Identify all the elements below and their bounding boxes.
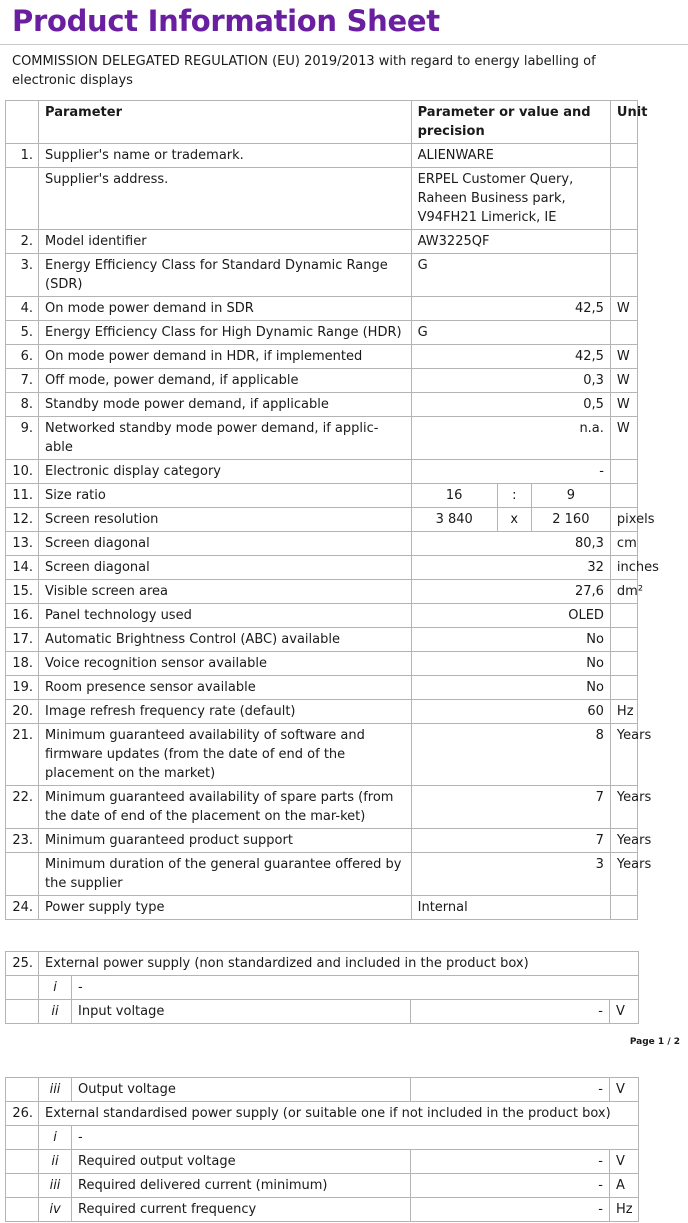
row-unit <box>610 604 637 628</box>
row-unit: W <box>610 417 637 460</box>
table-row <box>6 168 638 230</box>
row-value: ALIENWARE <box>411 144 610 168</box>
row-value: 32 <box>411 556 610 580</box>
row-value: No <box>411 676 610 700</box>
psu26-sub-row <box>6 1150 639 1174</box>
sub-index: i <box>39 976 72 1000</box>
psu25-sub-row <box>6 976 639 1000</box>
row-parameter: Panel technology used <box>39 604 412 628</box>
sub-label: Output voltage <box>72 1078 411 1102</box>
ratio-height: 9 <box>531 484 610 508</box>
row-parameter: Supplier's name or trademark. <box>39 144 412 168</box>
sub-index: iii <box>39 1174 72 1198</box>
row-parameter: Off mode, power demand, if applicable <box>39 369 412 393</box>
table-row <box>6 829 638 853</box>
row-number: 23. <box>6 829 39 853</box>
table-row <box>6 896 638 920</box>
row-number: 17. <box>6 628 39 652</box>
row-unit: inches <box>610 556 637 580</box>
row-value: 0,5 <box>411 393 610 417</box>
psu26-header-row <box>6 1102 639 1126</box>
row-unit <box>610 460 637 484</box>
sub-index: ii <box>39 1150 72 1174</box>
sub-label: Required output voltage <box>72 1150 411 1174</box>
row-unit: Hz <box>610 700 637 724</box>
table-row <box>6 321 638 345</box>
row-number: 21. <box>6 724 39 786</box>
row-parameter: Screen diagonal <box>39 532 412 556</box>
sub-index: ii <box>39 1000 72 1024</box>
row-parameter: Room presence sensor available <box>39 676 412 700</box>
row-parameter: Voice recognition sensor available <box>39 652 412 676</box>
sub-value: - <box>411 1078 610 1102</box>
row-parameter: Minimum duration of the general guarantee offered by the supplier <box>39 853 412 896</box>
psu25-table <box>5 951 639 1024</box>
row-value: 42,5 <box>411 345 610 369</box>
row-number: 24. <box>6 896 39 920</box>
row-unit <box>610 628 637 652</box>
sub-label: Required delivered current (minimum) <box>72 1174 411 1198</box>
row-parameter: Size ratio <box>39 484 412 508</box>
resolution-width: 3 840 <box>411 508 497 532</box>
table-row <box>6 369 638 393</box>
row-unit <box>610 896 637 920</box>
row-unit: cm <box>610 532 637 556</box>
info-table <box>5 100 659 920</box>
sub-label: Required current frequency <box>72 1198 411 1222</box>
row-number: 10. <box>6 460 39 484</box>
table-row <box>6 604 638 628</box>
row-unit: Years <box>610 724 637 786</box>
row-number: 7. <box>6 369 39 393</box>
table-row <box>6 345 638 369</box>
title-divider <box>0 44 688 45</box>
row-value: 27,6 <box>411 580 610 604</box>
table-row <box>6 297 638 321</box>
sub-label: - <box>72 1126 639 1150</box>
row-unit: Years <box>610 853 637 896</box>
row-number <box>6 853 39 896</box>
row-number: 8. <box>6 393 39 417</box>
row-parameter: Visible screen area <box>39 580 412 604</box>
row-number: 3. <box>6 254 39 297</box>
row-parameter: Energy Efficiency Class for Standard Dynamic Range (SDR) <box>39 254 412 297</box>
row-unit <box>610 652 637 676</box>
sub-value: - <box>411 1000 610 1024</box>
sub-value: - <box>411 1174 610 1198</box>
table-row <box>6 393 638 417</box>
row-number: 2. <box>6 230 39 254</box>
table-row <box>6 556 638 580</box>
page-number: Page 1 / 2 <box>629 1037 680 1047</box>
sub-unit: V <box>610 1150 639 1174</box>
psu25-sub-row <box>6 1078 639 1102</box>
psu26-sub-row <box>6 1174 639 1198</box>
table-row <box>6 417 638 460</box>
row-unit <box>610 144 637 168</box>
row-parameter: Power supply type <box>39 896 412 920</box>
row-unit <box>610 676 637 700</box>
row-parameter: Model identifier <box>39 230 412 254</box>
row-unit: W <box>610 345 637 369</box>
sub-label: Input voltage <box>72 1000 411 1024</box>
row-unit: Years <box>610 786 637 829</box>
row-parameter: On mode power demand in HDR, if implemented <box>39 345 412 369</box>
row-number: 18. <box>6 652 39 676</box>
row-parameter: Minimum guaranteed product support <box>39 829 412 853</box>
table-row <box>6 853 638 896</box>
row-value: 0,3 <box>411 369 610 393</box>
psu26-label: External standardised power supply (or suitable one if not included in the product box) <box>39 1102 639 1126</box>
psu25-sub-row <box>6 1000 639 1024</box>
psu26-sub-row <box>6 1198 639 1222</box>
row-value: No <box>411 652 610 676</box>
row-unit <box>610 168 637 230</box>
row-parameter: Minimum guaranteed availability of software and firmware updates (from the date of end of the placement on the market) <box>39 724 412 786</box>
header-parameter: Parameter <box>39 101 412 144</box>
page-title: Product Information Sheet <box>12 4 440 38</box>
ratio-separator: : <box>497 484 531 508</box>
psu26-sub-row <box>6 1126 639 1150</box>
row-unit: pixels <box>610 508 637 532</box>
row-number: 5. <box>6 321 39 345</box>
row-number: 13. <box>6 532 39 556</box>
row-number: 15. <box>6 580 39 604</box>
table-row <box>6 786 638 829</box>
row-parameter: Networked standby mode power demand, if applic-able <box>39 417 412 460</box>
sub-unit: Hz <box>610 1198 639 1222</box>
row-value: 80,3 <box>411 532 610 556</box>
row-parameter: Screen diagonal <box>39 556 412 580</box>
row-number: 26. <box>6 1102 39 1126</box>
table-row <box>6 628 638 652</box>
row-value: G <box>411 321 610 345</box>
row-value: 60 <box>411 700 610 724</box>
row-parameter: Standby mode power demand, if applicable <box>39 393 412 417</box>
row-number <box>6 168 39 230</box>
table-row <box>6 460 638 484</box>
row-value: 8 <box>411 724 610 786</box>
row-number: 16. <box>6 604 39 628</box>
row-parameter: Energy Efficiency Class for High Dynamic Range (HDR) <box>39 321 412 345</box>
table-row <box>6 676 638 700</box>
row-number: 1. <box>6 144 39 168</box>
page2-table <box>5 1077 639 1222</box>
row-value: ERPEL Customer Query, Raheen Business park, V94FH21 Limerick, IE <box>411 168 610 230</box>
sub-value: - <box>411 1198 610 1222</box>
row-value: AW3225QF <box>411 230 610 254</box>
row-unit <box>610 484 637 508</box>
row-unit: W <box>610 393 637 417</box>
row-value: 42,5 <box>411 297 610 321</box>
sub-index: iii <box>39 1078 72 1102</box>
row-parameter: Supplier's address. <box>39 168 412 230</box>
table-row <box>6 230 638 254</box>
row-number: 22. <box>6 786 39 829</box>
ratio-width: 16 <box>411 484 497 508</box>
sub-index: iv <box>39 1198 72 1222</box>
row-value: n.a. <box>411 417 610 460</box>
row-unit: W <box>610 297 637 321</box>
table-row <box>6 484 638 508</box>
row-parameter: Electronic display category <box>39 460 412 484</box>
sub-unit: V <box>610 1000 639 1024</box>
row-unit: W <box>610 369 637 393</box>
row-number: 6. <box>6 345 39 369</box>
row-value: OLED <box>411 604 610 628</box>
row-parameter: Image refresh frequency rate (default) <box>39 700 412 724</box>
row-unit <box>610 254 637 297</box>
row-parameter: On mode power demand in SDR <box>39 297 412 321</box>
row-value: 7 <box>411 829 610 853</box>
header-row <box>6 101 638 144</box>
header-unit: Unit <box>610 101 637 144</box>
sub-value: - <box>411 1150 610 1174</box>
row-number: 4. <box>6 297 39 321</box>
row-value: 7 <box>411 786 610 829</box>
row-value: G <box>411 254 610 297</box>
table-row <box>6 580 638 604</box>
row-parameter: Screen resolution <box>39 508 412 532</box>
row-value: - <box>411 460 610 484</box>
table-row <box>6 532 638 556</box>
sub-unit: A <box>610 1174 639 1198</box>
row-unit: dm² <box>610 580 637 604</box>
row-unit: Years <box>610 829 637 853</box>
row-number: 9. <box>6 417 39 460</box>
row-number: 11. <box>6 484 39 508</box>
table-row <box>6 700 638 724</box>
row-unit <box>610 230 637 254</box>
table-row <box>6 254 638 297</box>
row-number: 19. <box>6 676 39 700</box>
row-number: 12. <box>6 508 39 532</box>
row-value: 3 <box>411 853 610 896</box>
psu25-label: External power supply (non standardized and included in the product box) <box>39 952 639 976</box>
row-value: No <box>411 628 610 652</box>
sub-index: i <box>39 1126 72 1150</box>
row-number: 20. <box>6 700 39 724</box>
psu25-header-row <box>6 952 639 976</box>
table-row <box>6 144 638 168</box>
sub-unit: V <box>610 1078 639 1102</box>
table-row <box>6 724 638 786</box>
table-row <box>6 508 638 532</box>
row-number: 14. <box>6 556 39 580</box>
sub-label: - <box>72 976 639 1000</box>
resolution-separator: x <box>497 508 531 532</box>
row-number: 25. <box>6 952 39 976</box>
row-parameter: Automatic Brightness Control (ABC) available <box>39 628 412 652</box>
header-value: Parameter or value and precision <box>411 101 610 144</box>
row-value: Internal <box>411 896 610 920</box>
row-unit <box>610 321 637 345</box>
table-row <box>6 652 638 676</box>
row-parameter: Minimum guaranteed availability of spare parts (from the date of end of the placement on the mar-ket) <box>39 786 412 829</box>
regulation-text: COMMISSION DELEGATED REGULATION (EU) 2019/2013 with regard to energy labelling of electronic displays <box>12 54 596 88</box>
resolution-height: 2 160 <box>531 508 610 532</box>
